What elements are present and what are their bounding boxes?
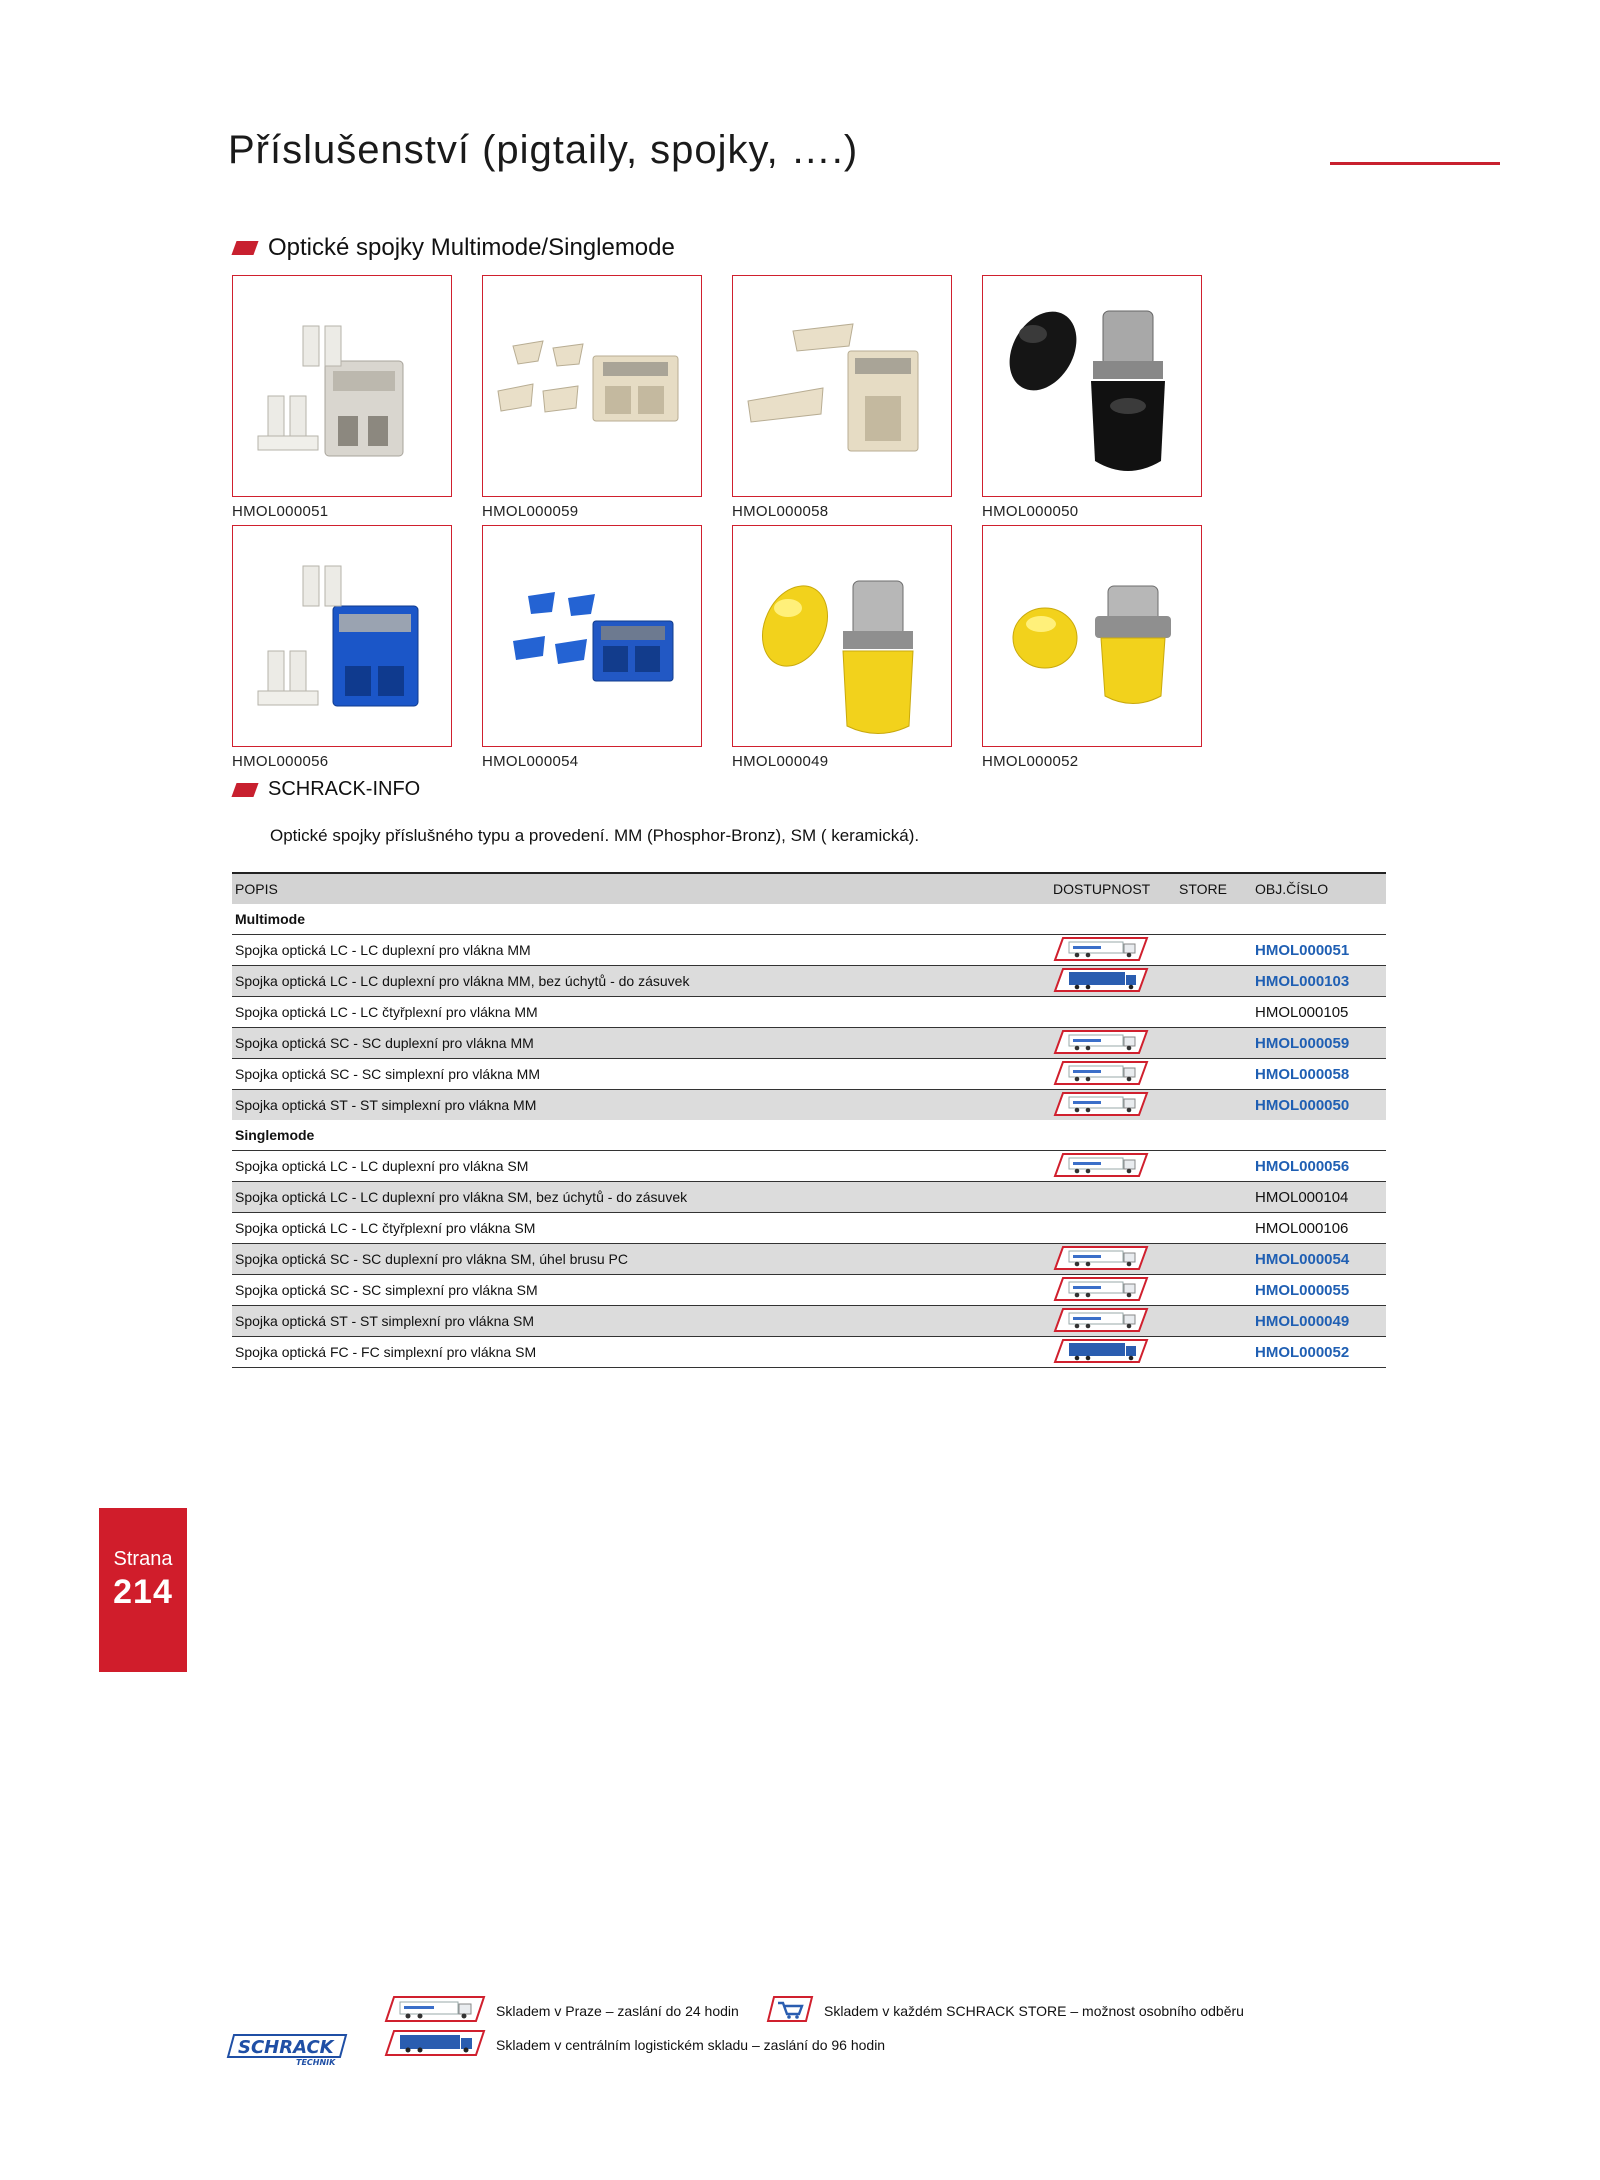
- table-row: [232, 1244, 1386, 1275]
- truck-white-icon: [1053, 1307, 1149, 1336]
- st-connector-yellow-cap-icon: [732, 525, 952, 747]
- tile-code: HMOL000054: [482, 753, 579, 770]
- order-code-cell: [1252, 1059, 1386, 1090]
- info-text: Optické spojky příslušného typu a provedení. MM (Phosphor-Bronz), SM ( keramická).: [270, 826, 920, 845]
- availability-cell: [1050, 1059, 1176, 1090]
- tile-code: HMOL000059: [482, 503, 579, 520]
- availability-cell: [1050, 997, 1176, 1028]
- availability-cell: [1050, 1182, 1176, 1213]
- store-cell: [1176, 1244, 1252, 1275]
- order-code: HMOL000106: [1255, 1219, 1349, 1237]
- row-description: Spojka optická LC - LC duplexní pro vlákna MM, bez úchytů - do zásuvek: [232, 966, 1050, 997]
- header-popis: POPIS: [232, 873, 1050, 904]
- truck-white-icon: [384, 1995, 486, 2026]
- order-code: HMOL000104: [1255, 1188, 1349, 1206]
- section-title: Optické spojky Multimode/Singlemode: [268, 234, 675, 261]
- order-code-cell: [1252, 1090, 1386, 1121]
- table-row: [232, 1028, 1386, 1059]
- truck-white-icon: [1053, 1029, 1149, 1058]
- row-description: Spojka optická SC - SC simplexní pro vlákna SM: [232, 1275, 1050, 1306]
- order-code: HMOL000105: [1255, 1003, 1349, 1021]
- product-tile[interactable]: [232, 275, 452, 520]
- group-label: Multimode: [235, 911, 305, 927]
- order-code-cell: [1252, 935, 1386, 966]
- row-description: Spojka optická LC - LC duplexní pro vlákna MM: [232, 935, 1050, 966]
- availability-cell: [1050, 1275, 1176, 1306]
- product-tile[interactable]: [232, 525, 452, 770]
- tile-code: HMOL000049: [732, 753, 829, 770]
- title-accent-line: [1330, 162, 1500, 165]
- order-code-cell: [1252, 966, 1386, 997]
- table-row: [232, 1275, 1386, 1306]
- info-title: SCHRACK-INFO: [268, 778, 421, 800]
- logo-brand-text: SCHRACK: [238, 2037, 334, 2058]
- order-code-cell: [1252, 1028, 1386, 1059]
- legend-central-text: Skladem v centrálním logistickém skladu – zaslání do 96 hodin: [496, 2036, 886, 2053]
- order-code-cell: [1252, 997, 1386, 1028]
- truck-blue-icon: [1053, 1338, 1149, 1367]
- row-description: Spojka optická LC - LC duplexní pro vlákna SM, bez úchytů - do zásuvek: [232, 1182, 1050, 1213]
- fc-connector-yellow-cap-icon: [982, 525, 1202, 747]
- sc-duplex-blue-connector-icon: [482, 525, 702, 747]
- page-title: Příslušenství (pigtaily, spojky, ….): [228, 128, 859, 172]
- order-code-cell: [1252, 1337, 1386, 1368]
- row-description: Spojka optická SC - SC duplexní pro vlákna SM, úhel brusu PC: [232, 1244, 1050, 1275]
- legend-store: [766, 1995, 1244, 2026]
- logo-sub-text: TECHNIK: [296, 2058, 336, 2067]
- table-row: [232, 1059, 1386, 1090]
- availability-cell: [1050, 935, 1176, 966]
- product-table: [232, 872, 1386, 1368]
- product-tile[interactable]: [982, 525, 1202, 770]
- store-cell: [1176, 966, 1252, 997]
- truck-blue-icon: [384, 2029, 486, 2060]
- order-code-cell: [1252, 1275, 1386, 1306]
- info-heading: [234, 778, 420, 801]
- order-code-cell: [1252, 1151, 1386, 1182]
- section-marker-icon: [231, 241, 258, 255]
- order-code-link[interactable]: HMOL000103: [1255, 972, 1350, 990]
- table-row: [232, 1090, 1386, 1121]
- order-code-link[interactable]: HMOL000051: [1255, 941, 1350, 959]
- row-description: Spojka optická FC - FC simplexní pro vlákna SM: [232, 1337, 1050, 1368]
- truck-white-icon: [1053, 936, 1149, 965]
- section-marker-icon: [231, 783, 258, 797]
- truck-white-icon: [1053, 1245, 1149, 1274]
- section-heading: [234, 234, 675, 262]
- table-row: [232, 1306, 1386, 1337]
- tile-code: HMOL000051: [232, 503, 329, 520]
- legend-store-text: Skladem v každém SCHRACK STORE – možnost osobního odběru: [824, 2002, 1244, 2019]
- order-code-cell: [1252, 1182, 1386, 1213]
- lc-duplex-blue-connector-icon: [232, 525, 452, 747]
- group-label: Singlemode: [235, 1127, 315, 1143]
- table-row: [232, 1182, 1386, 1213]
- order-code-link[interactable]: HMOL000056: [1255, 1157, 1350, 1175]
- table-header-row: [232, 873, 1386, 904]
- availability-cell: [1050, 1090, 1176, 1121]
- order-code-link[interactable]: HMOL000058: [1255, 1065, 1350, 1083]
- store-cell: [1176, 997, 1252, 1028]
- st-connector-black-cap-icon: [982, 275, 1202, 497]
- availability-cell: [1050, 966, 1176, 997]
- row-description: Spojka optická LC - LC čtyřplexní pro vlákna SM: [232, 1213, 1050, 1244]
- store-cell: [1176, 1275, 1252, 1306]
- availability-cell: [1050, 1028, 1176, 1059]
- row-description: Spojka optická ST - ST simplexní pro vlákna MM: [232, 1090, 1050, 1121]
- header-store: STORE: [1176, 873, 1252, 904]
- order-code-link[interactable]: HMOL000059: [1255, 1034, 1350, 1052]
- product-tile[interactable]: [732, 275, 952, 520]
- table-body: [232, 904, 1386, 1368]
- legend-prague: [384, 1995, 739, 2026]
- table-row: [232, 997, 1386, 1028]
- truck-white-icon: [1053, 1060, 1149, 1089]
- order-code-link[interactable]: HMOL000054: [1255, 1250, 1350, 1268]
- legend-central: [384, 2029, 885, 2060]
- order-code-cell: [1252, 1213, 1386, 1244]
- store-cell: [1176, 1213, 1252, 1244]
- availability-cell: [1050, 1213, 1176, 1244]
- order-code-link[interactable]: HMOL000052: [1255, 1343, 1350, 1361]
- shopping-cart-icon: [766, 1995, 814, 2026]
- sc-duplex-beige-connector-icon: [482, 275, 702, 497]
- availability-cell: [1050, 1244, 1176, 1275]
- product-tile[interactable]: [482, 525, 702, 770]
- row-description: Spojka optická SC - SC duplexní pro vlákna MM: [232, 1028, 1050, 1059]
- table-group-row: [232, 1120, 1386, 1151]
- table-group-row: [232, 904, 1386, 935]
- store-cell: [1176, 1090, 1252, 1121]
- legend-prague-text: Skladem v Praze – zaslání do 24 hodin: [496, 2002, 739, 2019]
- truck-blue-icon: [1053, 967, 1149, 996]
- page-label: Strana: [113, 1548, 173, 1570]
- availability-cell: [1050, 1337, 1176, 1368]
- order-code-link[interactable]: HMOL000050: [1255, 1096, 1350, 1114]
- store-cell: [1176, 935, 1252, 966]
- order-code-cell: [1252, 1244, 1386, 1275]
- schrack-logo[interactable]: [226, 2033, 348, 2072]
- page-number: 214: [113, 1573, 173, 1611]
- table-row: [232, 966, 1386, 997]
- store-cell: [1176, 1151, 1252, 1182]
- store-cell: [1176, 1028, 1252, 1059]
- truck-white-icon: [1053, 1091, 1149, 1120]
- product-tile[interactable]: [982, 275, 1202, 520]
- store-cell: [1176, 1059, 1252, 1090]
- availability-cell: [1050, 1306, 1176, 1337]
- order-code-link[interactable]: HMOL000055: [1255, 1281, 1350, 1299]
- lc-duplex-beige-connector-icon: [232, 275, 452, 497]
- truck-white-icon: [1053, 1152, 1149, 1181]
- order-code-link[interactable]: HMOL000049: [1255, 1312, 1350, 1330]
- header-obj: OBJ.ČÍSLO: [1252, 873, 1386, 904]
- tile-code: HMOL000052: [982, 753, 1079, 770]
- page-number-badge: [99, 1508, 187, 1672]
- product-tile[interactable]: [482, 275, 702, 520]
- availability-cell: [1050, 1151, 1176, 1182]
- table-row: [232, 1337, 1386, 1368]
- table-row: [232, 1151, 1386, 1182]
- store-cell: [1176, 1306, 1252, 1337]
- tile-code: HMOL000056: [232, 753, 329, 770]
- row-description: Spojka optická LC - LC čtyřplexní pro vlákna MM: [232, 997, 1050, 1028]
- truck-white-icon: [1053, 1276, 1149, 1305]
- table-row: [232, 935, 1386, 966]
- row-description: Spojka optická SC - SC simplexní pro vlákna MM: [232, 1059, 1050, 1090]
- product-tile[interactable]: [732, 525, 952, 770]
- header-dostupnost: DOSTUPNOST: [1050, 873, 1176, 904]
- store-cell: [1176, 1182, 1252, 1213]
- tile-code: HMOL000058: [732, 503, 829, 520]
- order-code-cell: [1252, 1306, 1386, 1337]
- sc-simplex-beige-connector-icon: [732, 275, 952, 497]
- store-cell: [1176, 1337, 1252, 1368]
- row-description: Spojka optická ST - ST simplexní pro vlákna SM: [232, 1306, 1050, 1337]
- table-row: [232, 1213, 1386, 1244]
- row-description: Spojka optická LC - LC duplexní pro vlákna SM: [232, 1151, 1050, 1182]
- tile-code: HMOL000050: [982, 503, 1079, 520]
